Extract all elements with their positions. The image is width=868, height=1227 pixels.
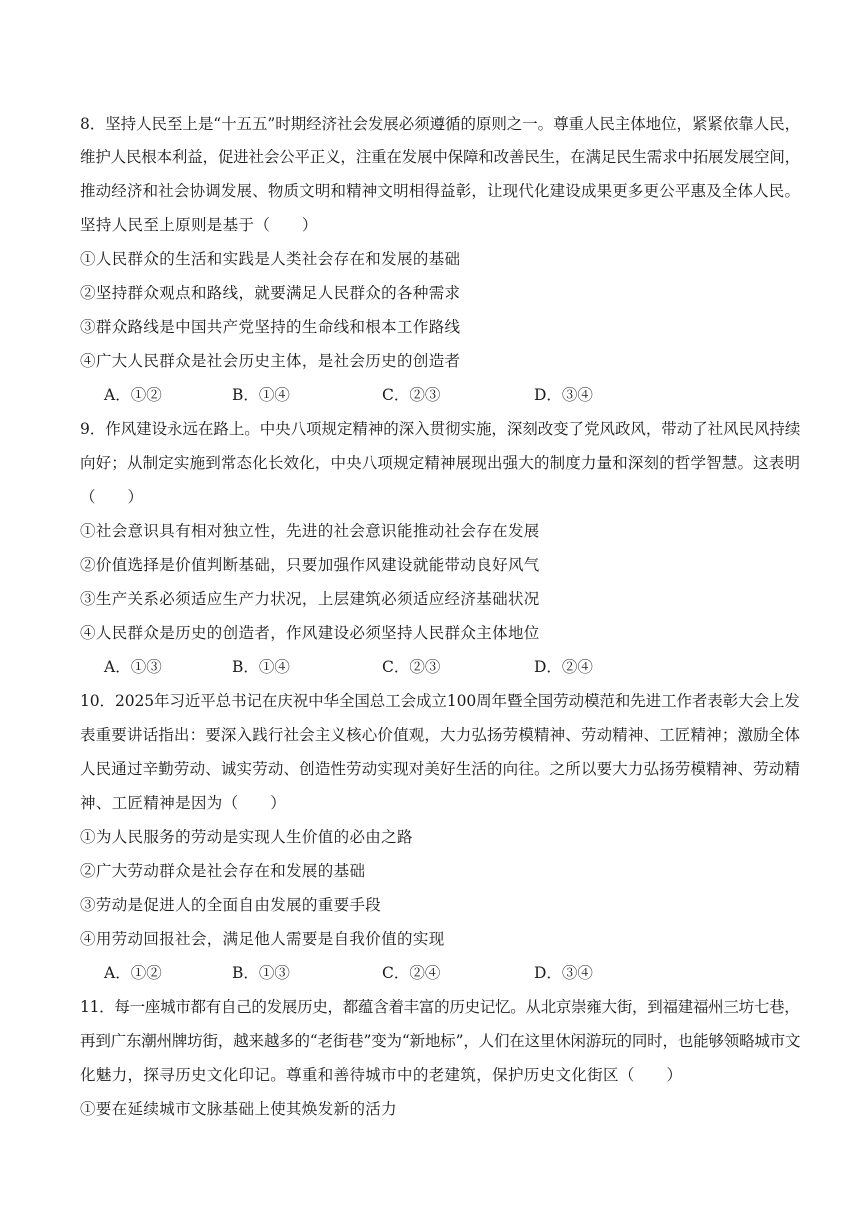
option-c[interactable]: C．②③	[382, 386, 441, 404]
question-11-stem-line: 再到广东潮州牌坊街，越来越多的“老街巷”变为“新地标”，人们在这里休闲游玩的同时，也能够领略城市文	[80, 1032, 801, 1050]
question-8-statement-1: ①人民群众的生活和实践是人类社会存在和发展的基础	[80, 250, 461, 268]
option-c[interactable]: C．②④	[382, 964, 441, 982]
question-8-stem-line: 坚持人民至上原则是基于（ ）	[80, 216, 318, 234]
option-c[interactable]: C．②③	[382, 658, 441, 676]
option-b[interactable]: B．①④	[232, 386, 290, 404]
option-b[interactable]: B．①④	[232, 658, 290, 676]
question-9-statement-3: ③生产关系必须适应生产力状况，上层建筑必须适应经济基础状况	[80, 590, 540, 608]
question-10-statement-1: ①为人民服务的劳动是实现人生价值的必由之路	[80, 828, 413, 846]
question-11-statement-1: ①要在延续城市文脉基础上使其焕发新的活力	[80, 1100, 398, 1118]
option-a[interactable]: A．①②	[104, 964, 162, 982]
question-10-statement-3: ③劳动是促进人的全面自由发展的重要手段	[80, 896, 382, 914]
option-a[interactable]: A．①②	[104, 386, 162, 404]
question-11-stem-line: 11．每一座城市都有自己的发展历史，都蕴含着丰富的历史记忆。从北京崇雍大街，到福建福州三坊七巷，	[80, 998, 800, 1016]
option-d[interactable]: D．③④	[534, 964, 593, 982]
question-9-statement-1: ①社会意识具有相对独立性，先进的社会意识能推动社会存在发展	[80, 522, 540, 540]
question-9-stem-line: （ ）	[80, 488, 144, 506]
question-9-stem-line: 向好；从制定实施到常态化长效化，中央八项规定精神展现出强大的制度力量和深刻的哲学智慧。这表明	[80, 454, 801, 472]
question-9-statement-4: ④人民群众是历史的创造者，作风建设必须坚持人民群众主体地位	[80, 624, 540, 642]
option-a[interactable]: A．①③	[104, 658, 162, 676]
question-9-stem-line: 9．作风建设永远在路上。中央八项规定精神的深入贯彻实施，深刻改变了党风政风，带动了社风民风持续	[80, 420, 801, 438]
question-8-statement-3: ③群众路线是中国共产党坚持的生命线和根本工作路线	[80, 318, 461, 336]
question-10-stem-line: 表重要讲话指出：要深入践行社会主义核心价值观，大力弘扬劳模精神、劳动精神、工匠精神；激励全体	[80, 726, 801, 744]
option-d[interactable]: D．②④	[534, 658, 593, 676]
question-8-statement-4: ④广大人民群众是社会历史主体，是社会历史的创造者	[80, 352, 461, 370]
question-8-stem-line: 8．坚持人民至上是“十五五”时期经济社会发展必须遵循的原则之一。尊重人民主体地位，紧紧依靠人民，	[80, 115, 801, 133]
question-10-stem-line: 10．2025年习近平总书记在庆祝中华全国总工会成立100周年暨全国劳动模范和先进工作者表彰大会上发	[80, 692, 800, 710]
question-9-statement-2: ②价值选择是价值判断基础，只要加强作风建设就能带动良好风气	[80, 556, 540, 574]
question-10-statement-4: ④用劳动回报社会，满足他人需要是自我价值的实现	[80, 930, 445, 948]
question-10-statement-2: ②广大劳动群众是社会存在和发展的基础	[80, 862, 366, 880]
option-d[interactable]: D．③④	[534, 386, 593, 404]
question-10-stem-line: 神、工匠精神是因为（ ）	[80, 794, 287, 812]
question-8-stem-line: 维护人民根本利益，促进社会公平正义，注重在发展中保障和改善民生，在满足民生需求中拓展发展空间，	[80, 148, 800, 166]
question-11-stem-line: 化魅力，探寻历史文化印记。尊重和善待城市中的老建筑，保护历史文化街区（ ）	[80, 1066, 683, 1084]
option-b[interactable]: B．①③	[232, 964, 290, 982]
question-10-stem-line: 人民通过辛勤劳动、诚实劳动、创造性劳动实现对美好生活的向往。之所以要大力弘扬劳模精神、劳动精	[80, 760, 801, 778]
question-8-stem-line: 推动经济和社会协调发展、物质文明和精神文明相得益彰，让现代化建设成果更多更公平惠及全体人民。	[80, 182, 801, 200]
question-8-statement-2: ②坚持群众观点和路线，就要满足人民群众的各种需求	[80, 284, 461, 302]
